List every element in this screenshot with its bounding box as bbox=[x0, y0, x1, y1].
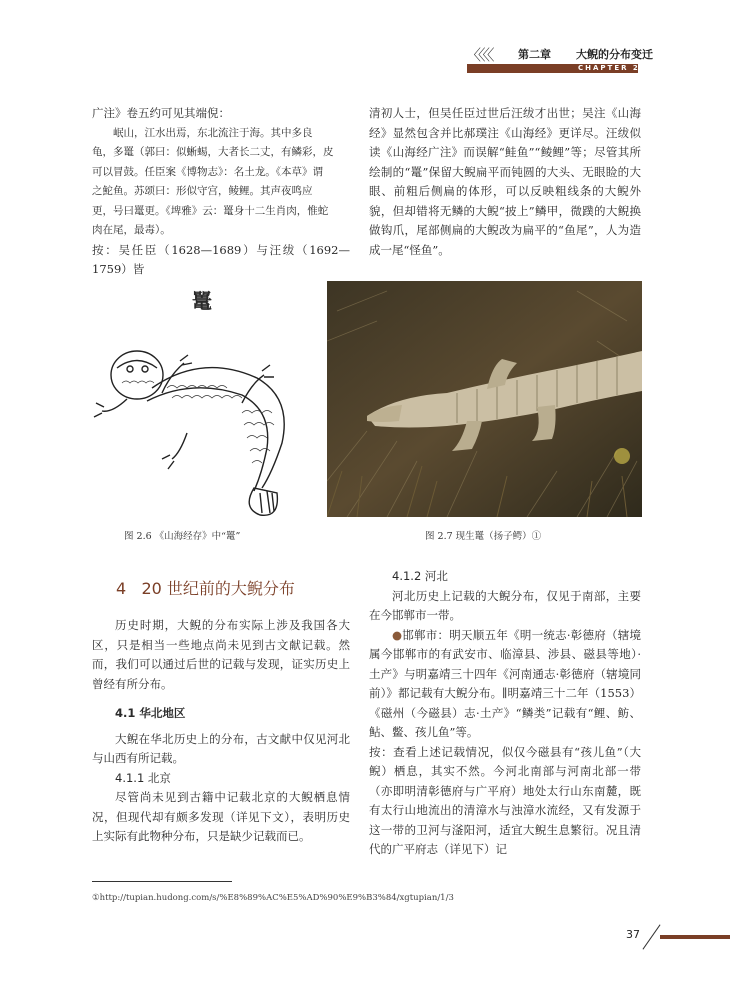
section-number: 4 bbox=[116, 579, 127, 598]
subsection-heading: 4.1.2 河北 bbox=[392, 569, 448, 583]
alligator-photo bbox=[327, 281, 642, 517]
paragraph: 历史时期，大鲵的分布实际上涉及我国各大区，只是相当一些地点尚未见到古文献记载。然而，我们可以通过后世的记载与发现，证实历史上曾经有所分布。 bbox=[92, 618, 350, 691]
paragraph: 按：查看上述记载情况，似仅今磁县有“孩儿鱼”（大鲵）栖息，其实不然。今河北南部与河南北部一带（亦即明清彰德府与广平府）地处太行山东南麓，既有太行山地流出的清漳水与浊漳水流经，又有发源于这一带的卫河与滏阳河，适宜大鲵生息繁衍。况且清代的广平府志（详见下）记 bbox=[369, 744, 641, 856]
header-arrows: 〈〈〈〈 bbox=[466, 46, 492, 64]
bullet-icon: ● bbox=[392, 627, 403, 642]
right-top-column bbox=[369, 104, 641, 260]
paragraph: 尽管尚未见到古籍中记载北京的大鲵栖息情况，但现代却有颇多发现（详见下文），表明历史上实际有此物种分布，只是缺少记载而已。 bbox=[92, 790, 350, 843]
right-bottom-column bbox=[369, 567, 641, 860]
paragraph: 河北历史上记载的大鲵分布，仅见于南部，主要在今邯郸市一带。 bbox=[369, 588, 641, 622]
quote-line: 可以冒鼓。任臣案《博物志》：名土龙。《本草》谓 bbox=[92, 165, 323, 178]
section-heading: 20 世纪前的大鲵分布 bbox=[141, 579, 295, 598]
note-line: 按：吴任臣（1628—1689）与汪绂（1692—1759）皆 bbox=[92, 242, 350, 276]
quote-line: 龟，多鼍（郭曰：似蜥蜴，大者长二丈，有鳞彩，皮 bbox=[92, 146, 334, 158]
figure-photo bbox=[327, 281, 642, 517]
left-top-column bbox=[92, 104, 350, 280]
creature-drawing bbox=[92, 283, 312, 519]
figure-illustration bbox=[92, 283, 312, 519]
paragraph bbox=[369, 626, 641, 743]
page-divider bbox=[642, 924, 660, 949]
figure-caption-2-7: 图 2.7 现生鼍（扬子鳄）① bbox=[425, 531, 542, 542]
footnote: ①http://tupian.hudong.com/s/%E8%89%AC%E5%AD%90%E9%B3%84/xgtupian/1/3 bbox=[92, 893, 454, 903]
page-bar bbox=[660, 935, 730, 939]
figure-caption-2-6: 图 2.6 《山海经存》中“鼍” bbox=[124, 531, 241, 542]
subsection-heading: 4.1 华北地区 bbox=[115, 706, 186, 720]
left-bottom-column bbox=[92, 616, 350, 847]
page-number: 37 bbox=[626, 928, 640, 941]
intro-line: 广注》卷五约可见其端倪： bbox=[92, 106, 230, 120]
quote-line: 肉在尾，最毒）。 bbox=[92, 224, 171, 236]
paragraph: 大鲵在华北历史上的分布，古文献中仅见河北与山西有所记载。 bbox=[92, 731, 350, 765]
chapter-title: 大鲵的分布变迁 bbox=[576, 48, 653, 61]
quote-line: 岷山，江水出焉，东北流注于海。其中多良 bbox=[113, 126, 313, 139]
subsection-heading: 4.1.1 北京 bbox=[115, 770, 171, 785]
right-top-text: 清初人士，但吴任臣过世后汪绂才出世；吴注《山海经》显然包含并比郝璞注《山海经》更详尽。汪绂似读《山海经广注》而误解“鲑鱼”“鲮鲤”等；尽管其所绘制的“鼍”保留大鲵扁平而钝圆的大头、无眼睑的大眼、前粗后侧扁的体形，可以反映粗线条的大鲵外貌，但却错将无鳞的大鲵“披上”鳞甲，微蹼的大鲵换做钩爪，尾部侧扁的大鲵改为扁平的“鱼尾”，人为造成一尾“怪鱼”。 bbox=[369, 106, 641, 257]
chapter-label: 第二章 bbox=[518, 48, 551, 61]
paragraph-text: 邯郸市：明天顺五年《明一统志·彰德府（辖境属今邯郸市的有武安市、临漳县、涉县、磁县等地）·土产》与明嘉靖三十四年《河南通志·彰德府（辖境同前）》都记载有大鲵分布。∥明嘉靖三十二年（1553）《磁州（今磁县）志·土产》“鳞类”记载有“鲤、鲂、鲇、鳖、孩儿鱼”等。 bbox=[369, 627, 641, 739]
chapter-subtitle: CHAPTER 2 bbox=[578, 64, 640, 72]
figure-glyph: 鼍 bbox=[192, 289, 212, 313]
section-title bbox=[116, 576, 295, 599]
footnote-rule bbox=[92, 881, 232, 882]
quote-line: 之鮀鱼。苏颂曰：形似守宫，鲮鲤。其声夜鸣应 bbox=[92, 185, 313, 197]
quote-line: 更，号曰鼍更。《埤雅》云：鼍身十二生肖肉，惟蛇 bbox=[92, 204, 329, 217]
